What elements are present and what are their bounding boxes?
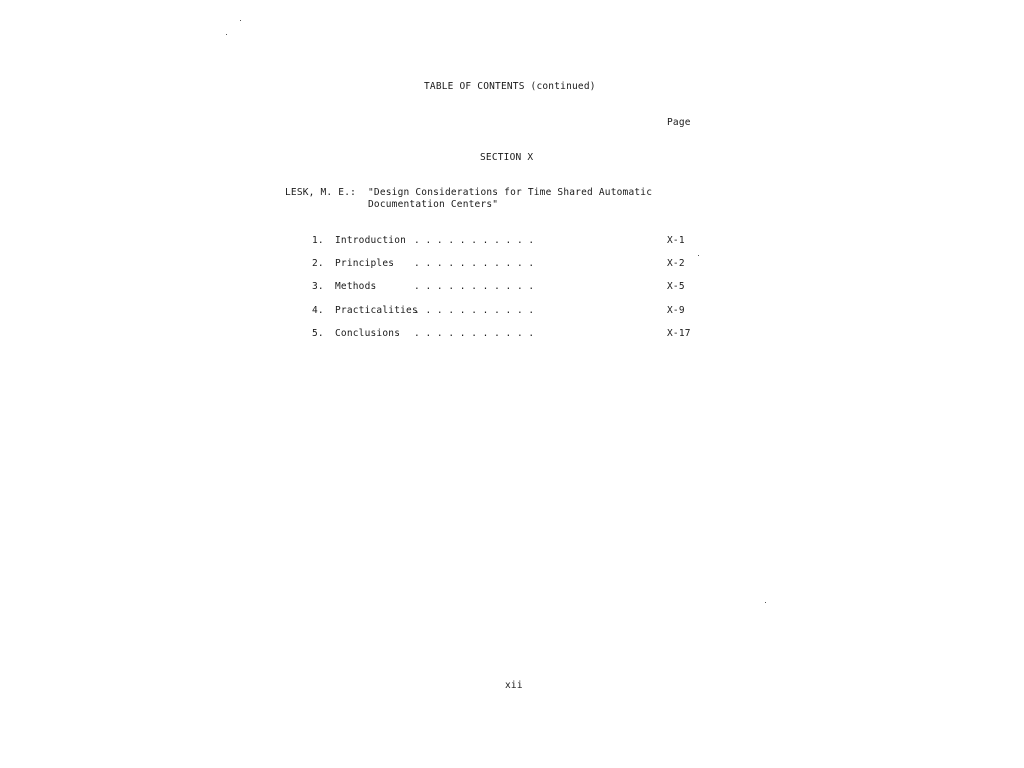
document-title-line-1: "Design Considerations for Time Shared Automatic [368,187,653,198]
entry-label: Methods [335,281,377,292]
scan-speck [226,34,227,35]
toc-entry[interactable] [312,258,692,272]
entry-label: Principles [335,258,395,269]
document-title [368,187,652,211]
page-title: TABLE OF CONTENTS (continued) [424,81,596,92]
toc-entry[interactable] [312,328,692,342]
toc-entry[interactable] [312,235,692,249]
entry-page: X-1 [667,235,685,246]
entry-page: X-9 [667,305,685,316]
entry-page: X-2 [667,258,685,269]
leader-dots: . . . . . . . . . . . [414,235,535,246]
page-number: xii [505,680,523,691]
toc-entry[interactable] [312,281,692,295]
leader-dots: . . . . . . . . . . . [414,258,535,269]
entry-page: X-5 [667,281,685,292]
scan-speck [765,602,766,603]
page-column-header: Page [667,117,691,128]
scan-speck [240,20,241,21]
entry-label: Practicalities [335,305,418,316]
document-title-line-2: Documentation Centers" [368,199,499,210]
leader-dots: . . . . . . . . . . . [414,281,535,292]
leader-dots: . . . . . . . . . . . [414,328,535,339]
entry-number: 5. [312,328,324,339]
entry-number: 2. [312,258,324,269]
toc-entry[interactable] [312,305,692,319]
entry-page: X-17 [667,328,691,339]
entry-label: Introduction [335,235,407,246]
entry-label: Conclusions [335,328,401,339]
entry-number: 3. [312,281,324,292]
scan-speck [698,255,699,256]
entry-number: 1. [312,235,324,246]
author-name: LESK, M. E.: [285,187,357,198]
section-title: SECTION X [480,152,534,163]
entry-number: 4. [312,305,324,316]
leader-dots: . . . . . . . . . . . [414,305,535,316]
